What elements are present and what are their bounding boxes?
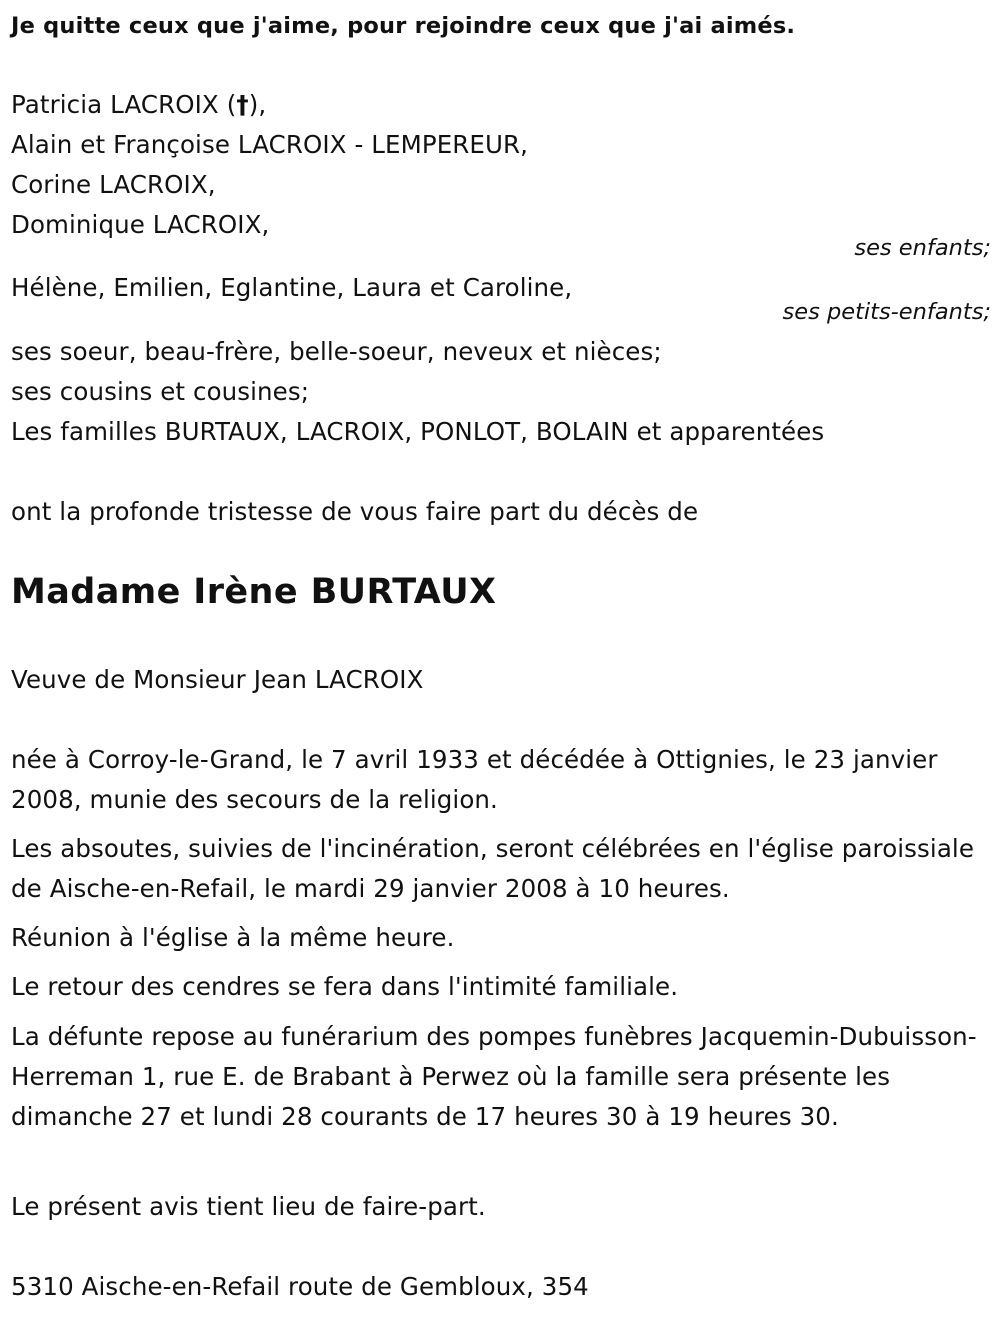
deceased-name: Madame Irène BURTAUX: [11, 572, 497, 612]
child-line-1-end: ),: [248, 90, 267, 119]
relatives-line-3: Les familles BURTAUX, LACROIX, PONLOT, BOLAIN et apparentées: [11, 417, 825, 446]
child-line-3: Corine LACROIX,: [11, 170, 216, 199]
cross-symbol: †: [236, 90, 249, 119]
announcement: ont la profonde tristesse de vous faire part du décès de: [11, 497, 699, 526]
grandchildren-line: Hélène, Emilien, Eglantine, Laura et Caroline,: [11, 273, 573, 302]
widow-of: Veuve de Monsieur Jean LACROIX: [11, 665, 424, 694]
birth-death-paragraph: née à Corroy-le-Grand, le 7 avril 1933 et décédée à Ottignies, le 23 janvier 2008, munie des secours de la religion.: [11, 745, 938, 814]
address: 5310 Aische-en-Refail route de Gembloux, 354: [11, 1272, 589, 1301]
epigraph: Je quitte ceux que j'aime, pour rejoindre ceux que j'ai aimés.: [11, 13, 796, 39]
child-line-1: [11, 85, 266, 125]
rest-paragraph: La défunte repose au funérarium des pompes funèbres Jacquemin-Dubuisson-Herreman 1, rue E. de Brabant à Perwez où la famille sera présente les dimanche 27 et lundi 28 courants de 17 heures 30 à 19 heures 30.: [11, 1022, 977, 1131]
child-line-4: Dominique LACROIX,: [11, 210, 270, 239]
grandchildren-role: ses petits-enfants;: [782, 299, 991, 325]
relatives-line-1: ses soeur, beau-frère, belle-soeur, neveux et nièces;: [11, 337, 662, 366]
meeting-paragraph: Réunion à l'église à la même heure.: [11, 923, 455, 952]
relatives-line-2: ses cousins et cousines;: [11, 377, 310, 406]
child-name-1: Patricia LACROIX (: [11, 90, 237, 119]
ashes-paragraph: Le retour des cendres se fera dans l'intimité familiale.: [11, 972, 679, 1001]
children-role: ses enfants;: [854, 235, 991, 261]
child-line-2: Alain et Françoise LACROIX - LEMPEREUR,: [11, 130, 529, 159]
ceremony-paragraph: Les absoutes, suivies de l'incinération, seront célébrées en l'église paroissiale de Aische-en-Refail, le mardi 29 janvier 2008 à 10 heures.: [11, 834, 975, 903]
notice-paragraph: Le présent avis tient lieu de faire-part.: [11, 1192, 486, 1221]
